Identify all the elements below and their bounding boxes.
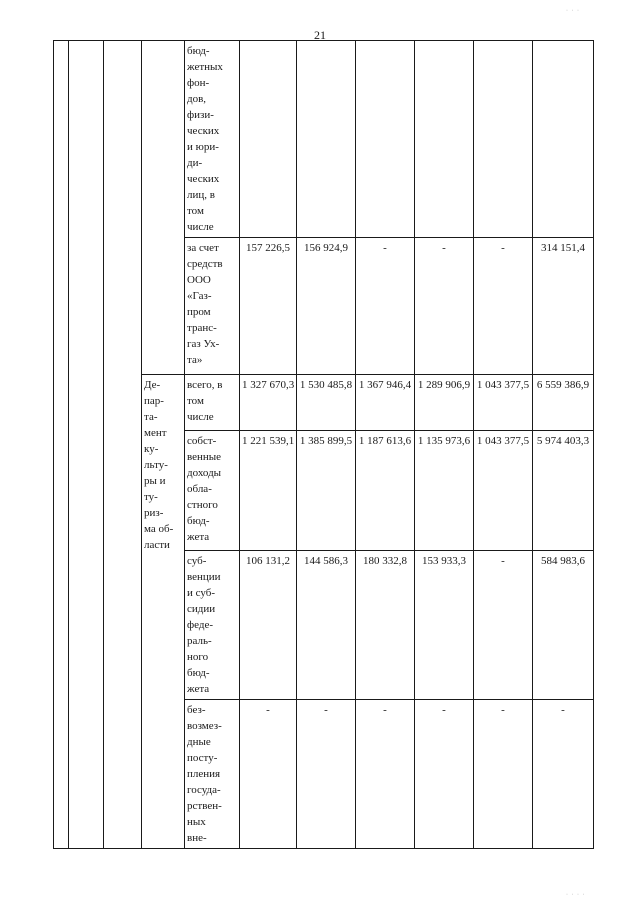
value-cell: - (356, 700, 415, 849)
empty-cell (104, 41, 142, 849)
value-cell: 106 131,2 (240, 551, 297, 700)
value-cell (240, 41, 297, 238)
empty-cell (142, 41, 185, 375)
value-cell: - (240, 700, 297, 849)
value-cell: 157 226,5 (240, 238, 297, 375)
table-row (54, 41, 594, 238)
value-cell: - (474, 700, 533, 849)
empty-cell (69, 41, 104, 849)
scan-mark: · · · · (566, 892, 586, 898)
budget-table (53, 40, 594, 849)
value-cell: - (533, 700, 594, 849)
page-number: 21 (314, 28, 326, 42)
row-label: без- возмез- дные посту- пления госуда- рствен- ных вне- (185, 700, 240, 849)
value-cell: 6 559 386,9 (533, 375, 594, 431)
value-cell: 1 385 899,5 (297, 431, 356, 551)
value-cell: 180 332,8 (356, 551, 415, 700)
value-cell: 1 289 906,9 (415, 375, 474, 431)
value-cell (474, 41, 533, 238)
value-cell: 153 933,3 (415, 551, 474, 700)
value-cell: 144 586,3 (297, 551, 356, 700)
value-cell (356, 41, 415, 238)
row-label: всего, в том числе (185, 375, 240, 431)
value-cell: - (415, 238, 474, 375)
row-label: собст- венные доходы обла- стного бюд- жета (185, 431, 240, 551)
row-label: за счет средств ООО «Газ- пром транс- газ Ух- та» (185, 238, 240, 375)
value-cell: 156 924,9 (297, 238, 356, 375)
value-cell: - (356, 238, 415, 375)
department-cell: Де- пар- та- мент ку- льту- ры и ту- риз- ма об- ласти (142, 375, 185, 849)
value-cell: 1 327 670,3 (240, 375, 297, 431)
value-cell: 1 187 613,6 (356, 431, 415, 551)
value-cell: 584 983,6 (533, 551, 594, 700)
value-cell: 1 367 946,4 (356, 375, 415, 431)
value-cell: - (474, 551, 533, 700)
value-cell: 1 043 377,5 (474, 375, 533, 431)
value-cell (533, 41, 594, 238)
value-cell: 1 221 539,1 (240, 431, 297, 551)
empty-cell (54, 41, 69, 849)
value-cell: 1 135 973,6 (415, 431, 474, 551)
value-cell: - (297, 700, 356, 849)
value-cell: - (415, 700, 474, 849)
value-cell: 314 151,4 (533, 238, 594, 375)
value-cell (415, 41, 474, 238)
row-label: бюд- жетных фон- дов, физи- ческих и юри- ди- ческих лиц, в том числе (185, 41, 240, 238)
value-cell (297, 41, 356, 238)
value-cell: 1 530 485,8 (297, 375, 356, 431)
value-cell: 5 974 403,3 (533, 431, 594, 551)
row-label: суб- венции и суб- сидии феде- раль- ного бюд- жета (185, 551, 240, 700)
scan-mark: · · · (566, 8, 580, 14)
value-cell: - (474, 238, 533, 375)
value-cell: 1 043 377,5 (474, 431, 533, 551)
